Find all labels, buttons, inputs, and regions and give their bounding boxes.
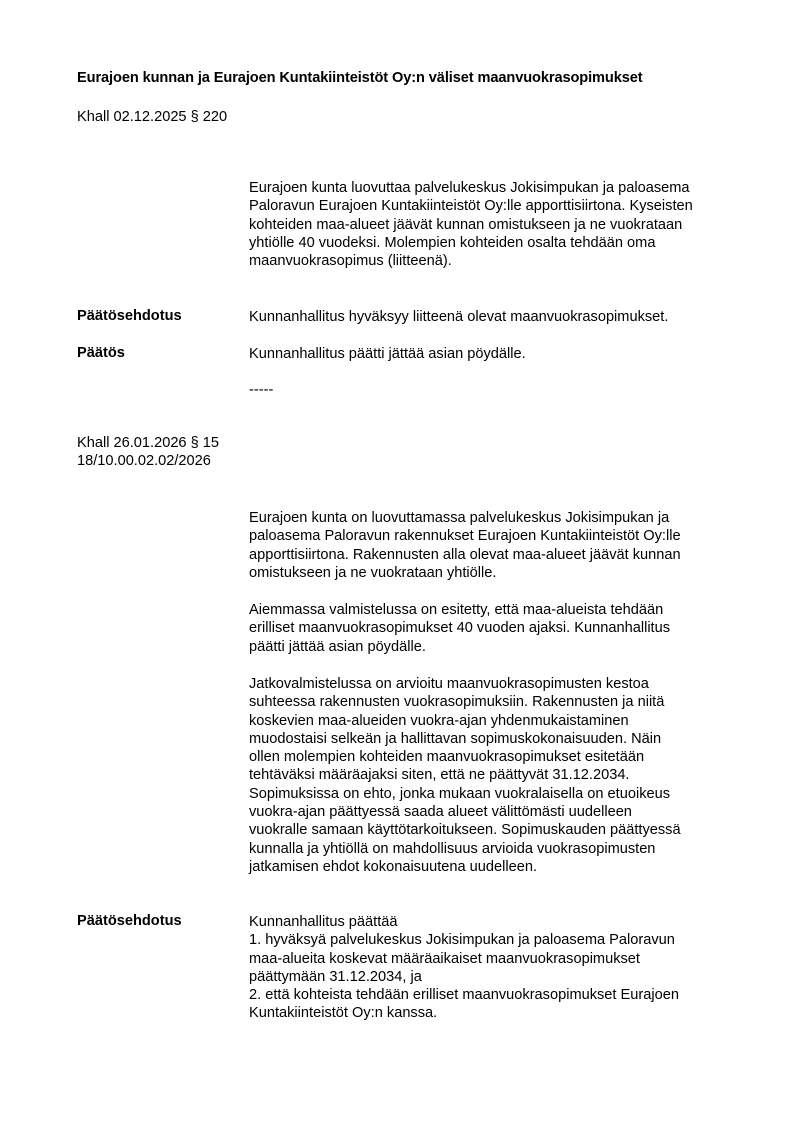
text-line: erilliset maanvuokrasopimukset 40 vuoden ajaksi. Kunnanhallitus [249, 620, 671, 637]
text-line: Eurajoen kunta on luovuttamassa palvelukeskus Jokisimpukan ja [249, 510, 670, 526]
proposal-text-2 [249, 913, 749, 1023]
text-line: ollen molempien kohteiden maanvuokrasopimukset esitetään [249, 749, 645, 766]
text-line: Kunnanhallitus päätti jättää asian pöydälle. [249, 346, 526, 362]
text-line: 1. hyväksyä palvelukeskus Jokisimpukan ja paloasema Paloravun [249, 932, 675, 949]
text-line: koskevien maa-alueiden vuokra-ajan yhdenmukaistaminen [249, 712, 629, 729]
text-line: omistukseen ja ne vuokrataan yhtiölle. [249, 564, 497, 581]
text-line: vuokra-ajan päättyessä saada alueet välittömästi uudelleen [249, 804, 632, 821]
text-line: Paloravun Eurajoen Kuntakiinteistöt Oy:lle apporttisiirtona. Kyseisten [249, 198, 693, 215]
text-line: Aiemmassa valmistelussa on esitetty, että maa-alueista tehdään [249, 602, 664, 618]
text-line: tehtäväksi määräajaksi siten, että ne päättyvät 31.12.2034. [249, 767, 630, 784]
text-line: maa-alueita koskevat määräaikaiset maanvuokrasopimukset [249, 950, 640, 967]
text-line: Kuntakiinteistöt Oy:n kanssa. [249, 1005, 438, 1022]
text-line: apporttisiirtona. Rakennusten alla olevat maa-alueet jäävät kunnan [249, 546, 681, 563]
text-line: päättymään 31.12.2034, ja [249, 968, 422, 985]
proposal-label-1: Päätösehdotus [77, 308, 182, 324]
separator-text: ----- [249, 382, 274, 398]
separator [249, 381, 749, 399]
text-line: Kunnanhallitus päättää [249, 914, 398, 930]
text-line: Jatkovalmistelussa on arvioitu maanvuokrasopimusten kestoa [249, 676, 649, 692]
section2-paragraph-1 [249, 509, 749, 582]
text-line: kunnalla ja yhtiöllä on mahdollisuus arvioida vuokrasopimusten [249, 840, 656, 857]
proposal-label-2: Päätösehdotus [77, 913, 182, 929]
text-line: Kunnanhallitus hyväksyy liitteenä olevat maanvuokrasopimukset. [249, 309, 669, 325]
meeting-reference-1: Khall 02.12.2025 § 220 [77, 109, 228, 125]
meeting-reference-2 [77, 434, 219, 470]
text-line: jatkamisen ehdot kokonaisuutena uudelleen. [249, 858, 538, 875]
text-line: Eurajoen kunta luovuttaa palvelukeskus Jokisimpukan ja paloasema [249, 180, 690, 196]
text-line: 2. että kohteista tehdään erilliset maanvuokrasopimukset Eurajoen [249, 987, 679, 1004]
diary-number: 18/10.00.02.02/2026 [77, 453, 211, 469]
section2-paragraph-2 [249, 601, 749, 656]
text-line: suhteessa rakennusten vuokrasopimuksiin. Rakennusten ja niitä [249, 694, 665, 711]
text-line: vuokralle samaan käyttötarkoitukseen. Sopimuskauden päättyessä [249, 822, 681, 839]
section1-intro [249, 179, 749, 270]
text-line: kohteiden maa-alueet jäävät kunnan omistukseen ja ne vuokrataan [249, 216, 683, 233]
decision-label: Päätös [77, 345, 125, 361]
text-line: yhtiölle 40 vuodeksi. Molempien kohteiden osalta tehdään oma [249, 234, 656, 251]
proposal-text-1 [249, 308, 749, 326]
text-line: paloasema Paloravun rakennukset Eurajoen Kuntakiinteistöt Oy:lle [249, 528, 681, 545]
text-line: muodostaisi selkeän ja hallittavan sopimuskokonaisuuden. Näin [249, 730, 662, 747]
section2-paragraph-3 [249, 675, 749, 876]
text-line: maanvuokrasopimus (liitteenä). [249, 253, 452, 270]
meeting-ref-text: Khall 26.01.2026 § 15 [77, 435, 220, 451]
document-title: Eurajoen kunnan ja Eurajoen Kuntakiinteistöt Oy:n väliset maanvuokrasopimukset [77, 70, 643, 86]
decision-text [249, 345, 749, 363]
text-line: Sopimuksissa on ehto, jonka mukaan vuokralaisella on etuoikeus [249, 785, 671, 802]
text-line: päätti jättää asian pöydälle. [249, 638, 426, 655]
